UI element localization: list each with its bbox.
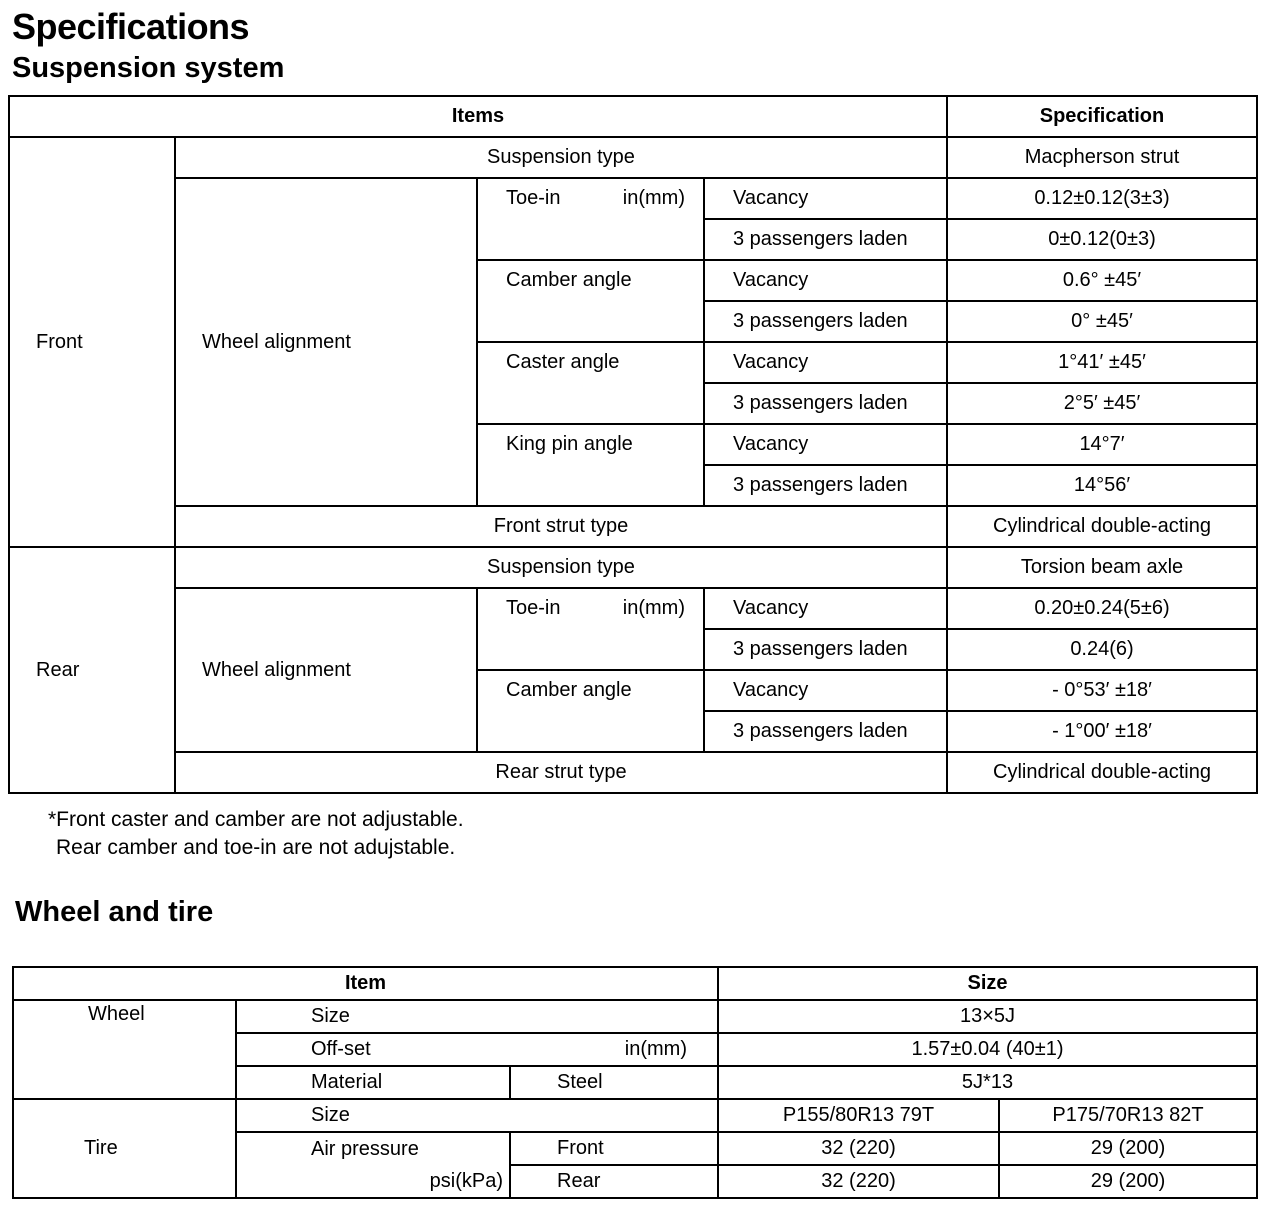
condition-laden: 3 passengers laden xyxy=(704,711,947,752)
wheel-label: Wheel xyxy=(13,1000,236,1099)
table-row xyxy=(9,588,1257,629)
wheel-offset-value: 1.57±0.04 (40±1) xyxy=(718,1033,1257,1066)
air-pressure-label: Air pressure xyxy=(236,1132,510,1165)
table-row xyxy=(9,178,1257,219)
front-suspension-type-value: Macpherson strut xyxy=(947,137,1257,178)
front-toe-in-vacancy: 0.12±0.12(3±3) xyxy=(947,178,1257,219)
front-toe-in-label: Toe-in in(mm) xyxy=(477,178,704,260)
condition-laden: 3 passengers laden xyxy=(704,383,947,424)
suspension-heading: Suspension system xyxy=(12,52,285,84)
front-king-pin-label: King pin angle xyxy=(477,424,704,506)
tire-size-a: P155/80R13 79T xyxy=(718,1099,999,1132)
header-item: Item xyxy=(13,967,718,1000)
rear-camber-vacancy: - 0°53′ ±18′ xyxy=(947,670,1257,711)
air-pressure-rear-b: 29 (200) xyxy=(999,1165,1257,1198)
condition-vacancy: Vacancy xyxy=(704,178,947,219)
front-king-pin-vacancy: 14°7′ xyxy=(947,424,1257,465)
rear-toe-in-vacancy: 0.20±0.24(5±6) xyxy=(947,588,1257,629)
front-wheel-alignment-label: Wheel alignment xyxy=(175,178,477,506)
air-pressure-rear-a: 32 (220) xyxy=(718,1165,999,1198)
rear-toe-in-label: Toe-in in(mm) xyxy=(477,588,704,670)
condition-vacancy: Vacancy xyxy=(704,342,947,383)
page-title: Specifications xyxy=(12,6,250,47)
rear-suspension-type-value: Torsion beam axle xyxy=(947,547,1257,588)
wheel-tire-heading: Wheel and tire xyxy=(15,896,214,928)
front-toe-in-laden: 0±0.12(0±3) xyxy=(947,219,1257,260)
front-caster-laden: 2°5′ ±45′ xyxy=(947,383,1257,424)
rear-camber-label: Camber angle xyxy=(477,670,704,752)
condition-vacancy: Vacancy xyxy=(704,260,947,301)
tire-label: Tire xyxy=(13,1099,236,1198)
table-row xyxy=(9,752,1257,793)
rear-label: Rear xyxy=(9,547,175,793)
wheel-material-type: Steel xyxy=(510,1066,718,1099)
front-caster-label: Caster angle xyxy=(477,342,704,424)
wheel-size-value: 13×5J xyxy=(718,1000,1257,1033)
front-label: Front xyxy=(9,137,175,547)
table-row xyxy=(9,506,1257,547)
table-row xyxy=(9,547,1257,588)
condition-vacancy: Vacancy xyxy=(704,588,947,629)
rear-wheel-alignment-label: Wheel alignment xyxy=(175,588,477,752)
table-row xyxy=(9,137,1257,178)
air-pressure-unit: psi(kPa) xyxy=(236,1165,510,1198)
rear-camber-laden: - 1°00′ ±18′ xyxy=(947,711,1257,752)
front-strut-value: Cylindrical double-acting xyxy=(947,506,1257,547)
front-caster-vacancy: 1°41′ ±45′ xyxy=(947,342,1257,383)
front-camber-laden: 0° ±45′ xyxy=(947,301,1257,342)
front-camber-vacancy: 0.6° ±45′ xyxy=(947,260,1257,301)
condition-laden: 3 passengers laden xyxy=(704,219,947,260)
air-pressure-rear-label: Rear xyxy=(510,1165,718,1198)
rear-strut-label: Rear strut type xyxy=(175,752,947,793)
table-header-row xyxy=(9,96,1257,137)
suspension-table xyxy=(8,95,1258,794)
table-row xyxy=(13,1099,1257,1132)
wheel-offset-label: Off-set in(mm) xyxy=(236,1033,718,1066)
header-size: Size xyxy=(718,967,1257,1000)
wheel-material-value: 5J*13 xyxy=(718,1066,1257,1099)
air-pressure-front-b: 29 (200) xyxy=(999,1132,1257,1165)
header-specification: Specification xyxy=(947,96,1257,137)
condition-laden: 3 passengers laden xyxy=(704,465,947,506)
air-pressure-front-label: Front xyxy=(510,1132,718,1165)
table-header-row xyxy=(13,967,1257,1000)
wheel-tire-table xyxy=(12,966,1258,1199)
rear-strut-value: Cylindrical double-acting xyxy=(947,752,1257,793)
front-king-pin-laden: 14°56′ xyxy=(947,465,1257,506)
rear-toe-in-laden: 0.24(6) xyxy=(947,629,1257,670)
wheel-material-label: Material xyxy=(236,1066,510,1099)
tire-size-label: Size xyxy=(236,1099,718,1132)
front-suspension-type-label: Suspension type xyxy=(175,137,947,178)
condition-laden: 3 passengers laden xyxy=(704,301,947,342)
condition-vacancy: Vacancy xyxy=(704,424,947,465)
header-items: Items xyxy=(9,96,947,137)
front-camber-label: Camber angle xyxy=(477,260,704,342)
wheel-size-label: Size xyxy=(236,1000,718,1033)
note-rear: Rear camber and toe-in are not adujstable. xyxy=(56,836,456,859)
tire-size-b: P175/70R13 82T xyxy=(999,1099,1257,1132)
front-strut-label: Front strut type xyxy=(175,506,947,547)
air-pressure-front-a: 32 (220) xyxy=(718,1132,999,1165)
note-front: *Front caster and camber are not adjustable. xyxy=(48,808,464,831)
condition-laden: 3 passengers laden xyxy=(704,629,947,670)
rear-suspension-type-label: Suspension type xyxy=(175,547,947,588)
condition-vacancy: Vacancy xyxy=(704,670,947,711)
table-row xyxy=(13,1000,1257,1033)
